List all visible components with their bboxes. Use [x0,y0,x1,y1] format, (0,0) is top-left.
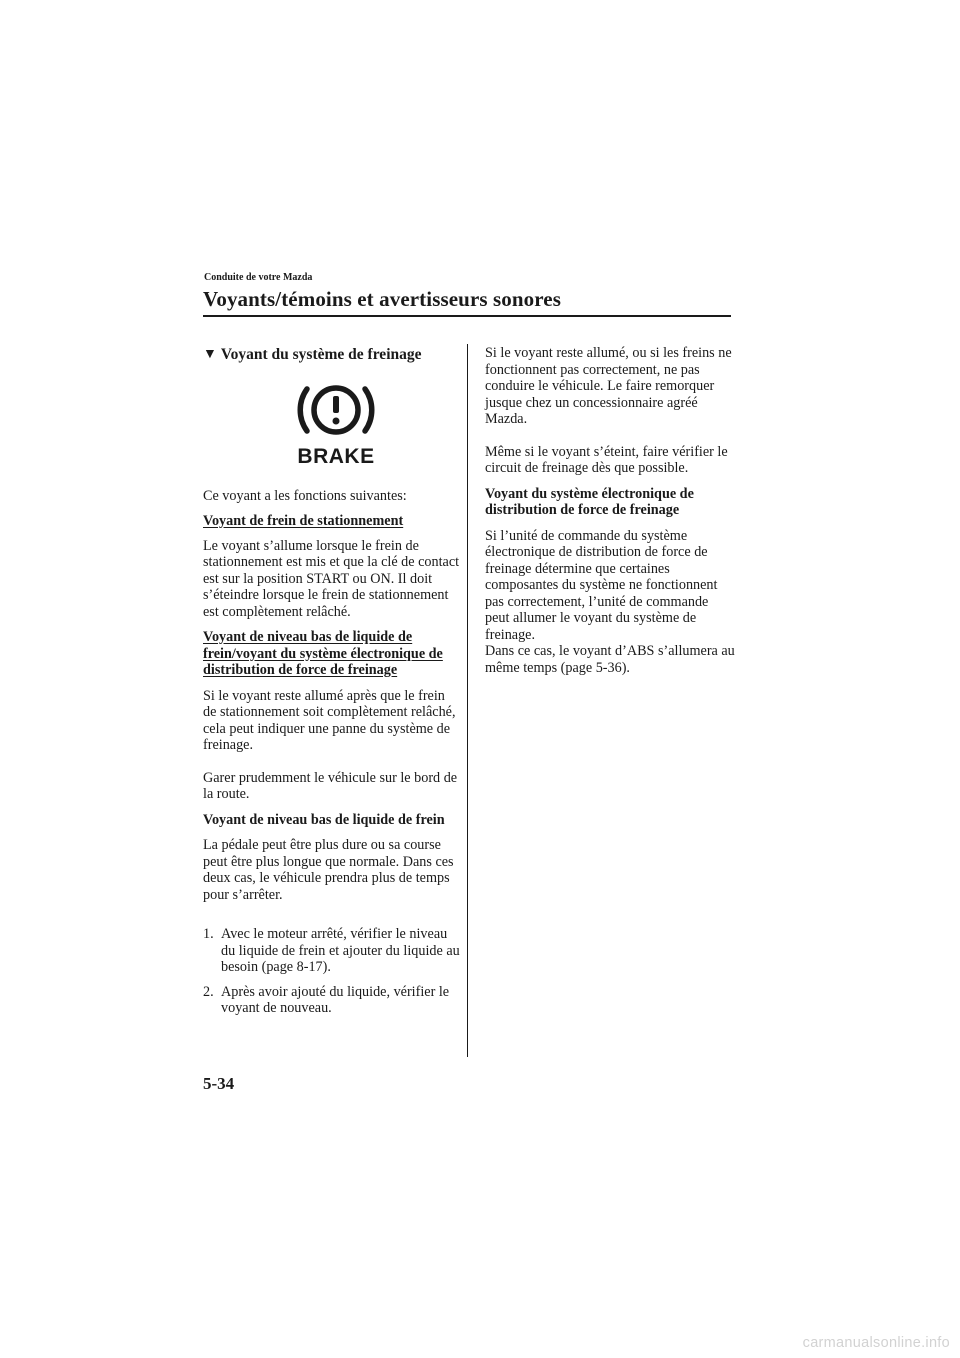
step-number: 1. [203,926,214,942]
page-title: Voyants/témoins et avertisseurs sonores [203,287,561,311]
brake-warning-icon [294,380,378,444]
low-fluid-text-1: Si le voyant reste allumé après que le frein de stationnement soit complètement relâché, cela peut indiquer une panne du système de freinage. [203,687,456,753]
low-fluid-subtext: La pédale peut être plus dure ou sa course peut être plus longue que normale. Dans ces deux cas, le véhicule prendra plus de temps pour s’arrêter. [203,837,454,903]
title-rule [203,315,731,317]
brake-system-heading-text: Voyant du système de freinage [220,346,422,363]
section-kicker: Conduite de votre Mazda [204,272,313,283]
step-text: Avec le moteur arrêté, vérifier le niveau du liquide de frein et ajouter du liquide au besoin (page 8-17). [221,926,460,975]
low-fluid-subtitle: Voyant de niveau bas de liquide de frein [203,811,445,828]
watermark: carmanualsonline.info [802,1335,950,1351]
step-number: 2. [203,983,214,1000]
column-divider [467,344,468,1057]
step-item [203,984,461,1017]
brake-label: BRAKE [297,444,375,468]
intro-text: Ce voyant a les fonctions suivantes: [203,487,407,504]
right-column [485,345,735,676]
low-fluid-title: Voyant de niveau bas de liquide de frein/voyant du système électronique de distribution de force de freinage [203,629,443,678]
parking-brake-title: Voyant de frein de stationnement [203,513,404,529]
step-item [203,926,461,976]
ebd-title: Voyant du système électronique de distribution de force de freinage [485,485,694,518]
triangle-marker-icon: ▼ [203,347,217,362]
right-text-2: Même si le voyant s’éteint, faire vérifier le circuit de freinage dès que possible. [485,443,728,476]
low-fluid-text-2: Garer prudemment le véhicule sur le bord de la route. [203,769,458,802]
brake-system-heading [203,347,461,364]
ebd-text: Si l’unité de commande du système électronique de distribution de force de freinage détermine que certaines composantes du système ne fonctionnent pas correctement, l’unité de commande peut allumer le voyant du système de freinage. [485,527,718,643]
page-number: 5-34 [203,1074,235,1093]
parking-brake-text: Le voyant s’allume lorsque le frein de stationnement est mis et que la clé de contact est sur la position START ou ON. Il doit s’éteindre lorsque le frein de stationnement est complètement relâché. [203,537,460,620]
right-text-1: Si le voyant reste allumé, ou si les freins ne fonctionnent pas correctement, ne pas conduire le véhicule. Le faire remorquer jusque chez un concessionnaire agréé Mazda. [485,345,732,427]
step-text: Après avoir ajouté du liquide, vérifier le voyant de nouveau. [221,983,450,1016]
left-column [203,345,461,1017]
ebd-text-2: Dans ce cas, le voyant d’ABS s’allumera au même temps (page 5-36). [485,643,735,676]
brake-warning-symbol [211,380,461,468]
